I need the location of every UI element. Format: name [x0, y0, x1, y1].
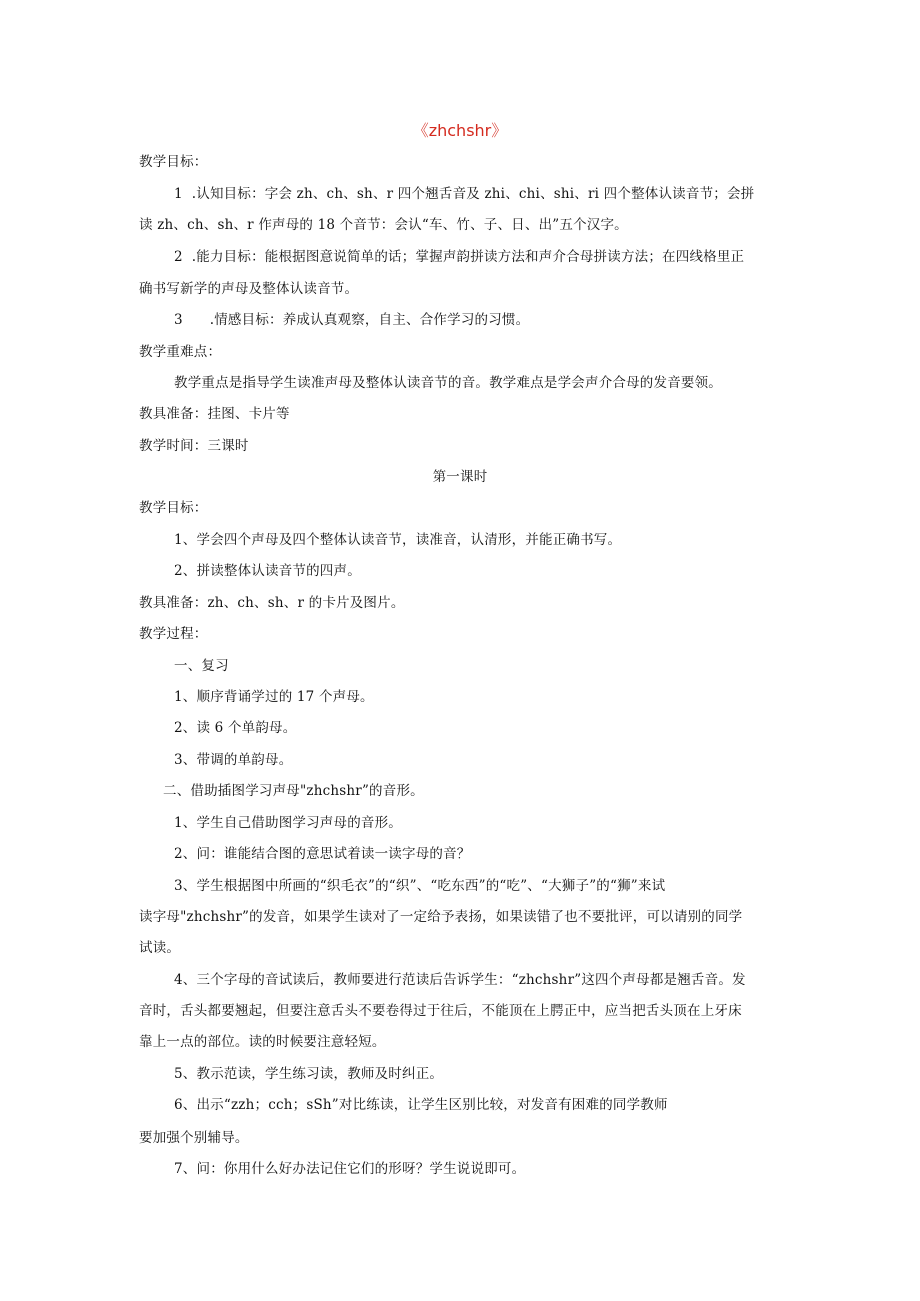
subsection-heading: 二、借助插图学习声母"zhchshr”的音形。 — [163, 783, 424, 799]
list-item: 5、教示范读，学生练习读，教师及时纠正。 — [174, 1066, 444, 1082]
section-heading-key-points: 教学重难点： — [139, 344, 222, 360]
list-item: 1、顺序背诵学过的 17 个声母。 — [174, 689, 374, 705]
list-item: 7、问：你用什么好办法记住它们的形呀？学生说说即可。 — [174, 1161, 526, 1177]
paragraph-line: 3、学生根据图中所画的“织毛衣”的“织”、“吃东西”的“吃”、“大狮子”的“狮”来试 — [174, 878, 666, 894]
list-item: 1、学生自己借助图学习声母的音形。 — [174, 815, 402, 831]
paragraph-line: 读 zh、ch、sh、r 作声母的 18 个音节：会认“车、竹、子、日、出”五个汉字。 — [139, 217, 628, 233]
paragraph-line: 靠上一点的部位。读的时候要注意轻短。 — [139, 1034, 386, 1050]
paragraph-line: 6、出示“zzh；cch；sSh”对比练读，让学生区别比较，对发音有困难的同学教师 — [174, 1097, 668, 1113]
paragraph-line: 2 .能力目标：能根据图意说简单的话；掌握声韵拼读方法和声介合母拼读方法；在四线格里正 — [174, 249, 745, 265]
list-item: 2、读 6 个单韵母。 — [174, 720, 297, 736]
paragraph-line: 要加强个别辅导。 — [139, 1130, 249, 1146]
paragraph-line: 确书写新学的声母及整体认读音节。 — [139, 281, 359, 297]
document-title: 《zhchshr》 — [412, 121, 508, 140]
section-heading-materials: 教具准备：zh、ch、sh、r 的卡片及图片。 — [139, 595, 405, 611]
list-item: 2、问：谁能结合图的意思试着读一读字母的音？ — [174, 846, 471, 862]
lesson-heading: 第一课时 — [432, 469, 488, 485]
list-item: 3、带调的单韵母。 — [174, 752, 293, 768]
section-heading-objectives: 教学目标： — [139, 500, 208, 516]
subsection-heading: 一、复习 — [174, 658, 229, 674]
paragraph-line: 4、三个字母的音试读后，教师要进行范读后告诉学生：“zhchshr”这四个声母都是翘舌音。发 — [174, 972, 746, 988]
paragraph-line: 教学重点是指导学生读准声母及整体认读音节的音。教学难点是学会声介合母的发音要领。 — [174, 375, 722, 391]
section-heading-materials: 教具准备：挂图、卡片等 — [139, 406, 290, 422]
section-heading-process: 教学过程： — [139, 626, 208, 642]
section-heading-objectives: 教学目标： — [139, 154, 208, 170]
list-item: 1、学会四个声母及四个整体认读音节，读准音，认清形，并能正确书写。 — [174, 532, 622, 548]
paragraph-line: 读字母"zhchshr”的发音，如果学生读对了一定给予表扬，如果读错了也不要批评，可以请别的同学 — [139, 909, 743, 925]
paragraph-line: 3 .情感目标：养成认真观察，自主、合作学习的习惯。 — [174, 312, 530, 328]
list-item: 2、拼读整体认读音节的四声。 — [174, 563, 361, 579]
paragraph-line: 1 .认知目标：字会 zh、ch、sh、r 四个翘舌音及 zhi、chi、shi、ri 四个整体认读音节；会拼 — [174, 186, 755, 202]
paragraph-line: 音时，舌头都要翘起，但要注意舌头不要卷得过于往后，不能顶在上腭正中，应当把舌头顶在上牙床 — [139, 1003, 742, 1019]
section-heading-time: 教学时间：三课时 — [139, 438, 249, 454]
paragraph-line: 试读。 — [139, 940, 181, 956]
